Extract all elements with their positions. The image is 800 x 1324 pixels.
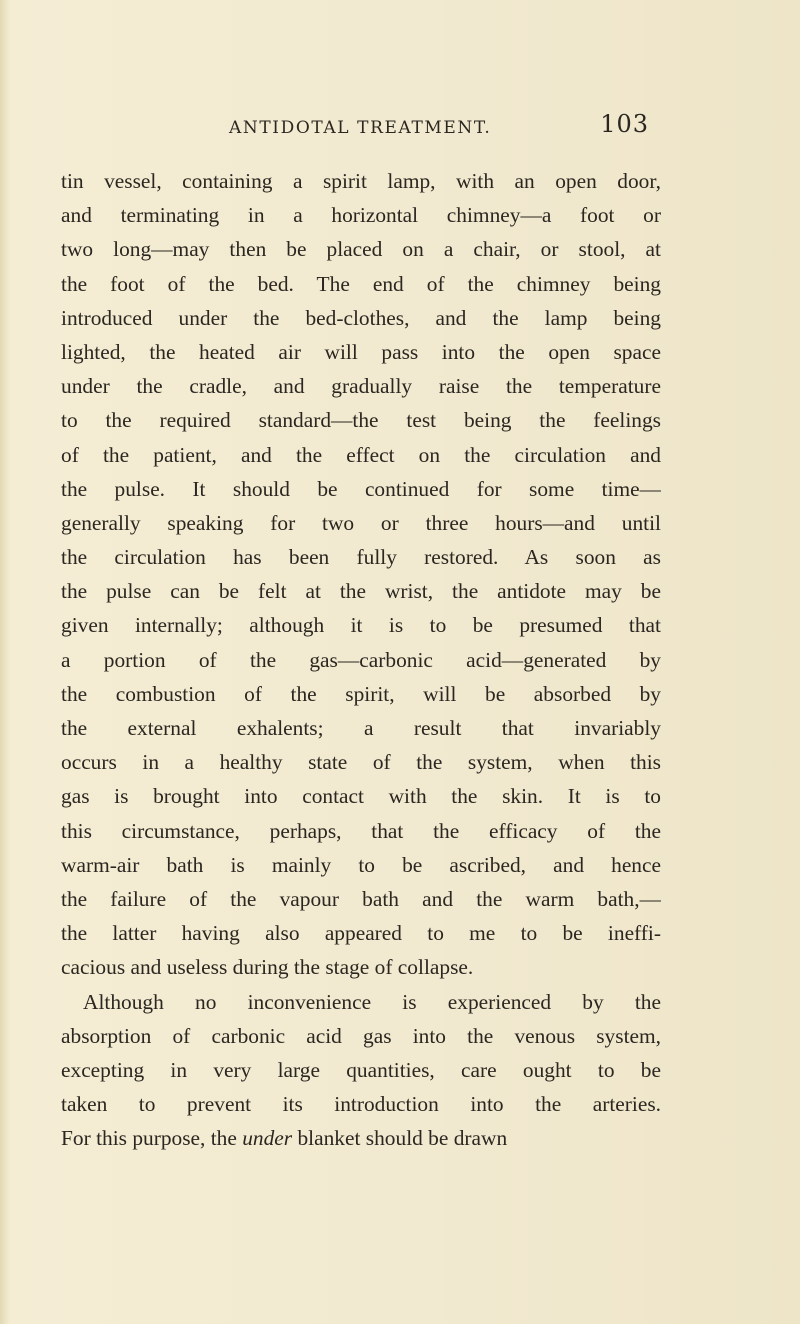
final-line-start: For this purpose, the xyxy=(61,1126,243,1151)
text-line: and terminating in a horizontal chimney—a foot or xyxy=(61,203,661,228)
final-line-end: blanket should be drawn xyxy=(292,1126,508,1151)
text-line: excepting in very large quantities, care ought to be xyxy=(61,1057,661,1082)
text-line: the foot of the bed. The end of the chimney being xyxy=(61,271,661,296)
text-line: two long—may then be placed on a chair, or stool, at xyxy=(61,237,661,262)
text-line: this circumstance, perhaps, that the efficacy of the xyxy=(61,818,661,843)
text-line: to the required standard—the test being the feelings xyxy=(61,408,661,433)
text-line: the failure of the vapour bath and the warm bath,— xyxy=(61,886,661,911)
text-line: absorption of carbonic acid gas into the venous system, xyxy=(61,1023,661,1048)
text-line: the pulse can be felt at the wrist, the antidote may be xyxy=(61,579,661,604)
text-line: given internally; although it is to be presumed that xyxy=(61,613,661,638)
text-line: the external exhalents; a result that invariably xyxy=(61,716,661,740)
text-line: cacious and useless during the stage of collapse. xyxy=(61,955,474,980)
text-line: the pulse. It should be continued for some time— xyxy=(61,476,661,501)
italic-word: under xyxy=(242,1126,293,1151)
page-number: 103 xyxy=(600,110,649,138)
text-line: under the cradle, and gradually raise the temperature xyxy=(61,374,661,399)
text-line: tin vessel, containing a spirit lamp, with an open door, xyxy=(61,169,661,193)
text-line: occurs in a healthy state of the system, when this xyxy=(61,750,661,775)
text-line-final xyxy=(61,1121,661,1155)
paragraph-first-line: Although no inconvenience is experienced by the xyxy=(83,989,661,1014)
running-header xyxy=(229,110,649,150)
page-gutter-shadow xyxy=(0,0,10,1324)
text-line: gas is brought into contact with the skin. It is to xyxy=(61,784,661,809)
running-title: ANTIDOTAL TREATMENT. xyxy=(229,118,492,138)
text-line: introduced under the bed-clothes, and the lamp being xyxy=(61,305,661,330)
body-text xyxy=(61,164,661,1155)
text-line: of the patient, and the effect on the circulation and xyxy=(61,442,661,467)
text-line: the circulation has been fully restored. As soon as xyxy=(61,545,661,570)
text-line: warm-air bath is mainly to be ascribed, and hence xyxy=(61,852,661,877)
text-line: the latter having also appeared to me to be ineffi- xyxy=(61,921,661,946)
text-line: generally speaking for two or three hours—and until xyxy=(61,510,661,535)
text-line: a portion of the gas—carbonic acid—generated by xyxy=(61,647,661,672)
text-line: taken to prevent its introduction into the arteries. xyxy=(61,1092,661,1117)
text-line: the combustion of the spirit, will be absorbed by xyxy=(61,681,661,706)
text-line: lighted, the heated air will pass into the open space xyxy=(61,339,661,364)
